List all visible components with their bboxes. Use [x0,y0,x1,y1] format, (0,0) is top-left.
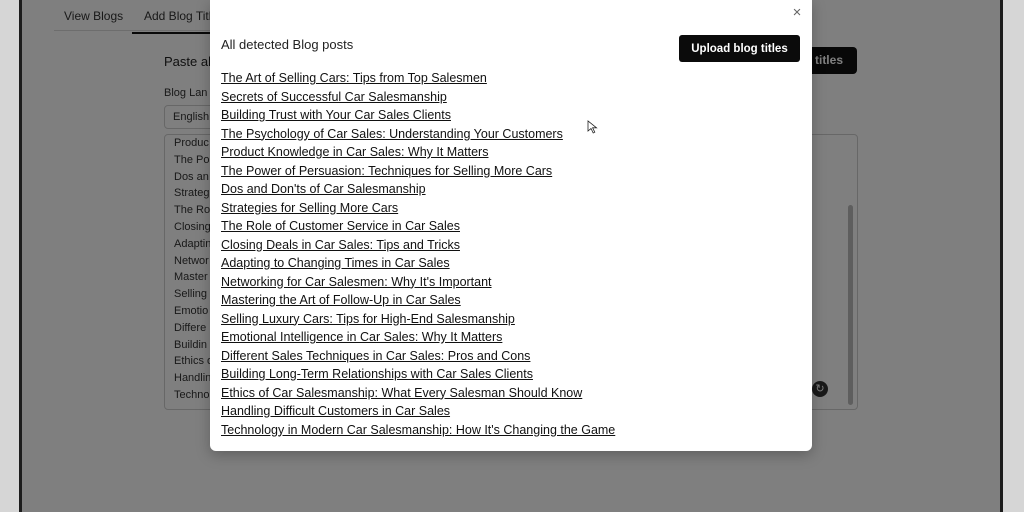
blog-post-link[interactable]: The Power of Persuasion: Techniques for Selling More Cars [221,163,553,178]
blog-post-link[interactable]: Product Knowledge in Car Sales: Why It Matters [221,145,489,159]
list-item [221,385,615,404]
list-item [221,422,615,441]
frame-right-edge [1000,0,1003,512]
blog-post-link[interactable]: Different Sales Techniques in Car Sales: Pros and Cons [221,348,531,363]
list-item [221,366,615,385]
upload-blog-titles-button[interactable]: Upload blog titles [679,35,800,62]
list-item [221,163,615,182]
blog-post-link[interactable]: Technology in Modern Car Salesmanship: How It's Changing the Game [221,422,616,437]
detected-posts-modal [210,0,812,451]
list-item [221,237,615,256]
blog-post-link[interactable]: Adapting to Changing Times in Car Sales [221,256,450,270]
list-item [221,403,615,422]
list-item [221,144,615,163]
blog-post-link[interactable]: Strategies for Selling More Cars [221,200,399,215]
blog-post-link[interactable]: Ethics of Car Salesmanship: What Every Salesman Should Know [221,385,583,400]
list-item [221,126,615,145]
blog-post-link[interactable]: Building Trust with Your Car Sales Clients [221,108,451,122]
list-item [221,200,615,219]
modal-title: All detected Blog posts [221,37,354,52]
list-item [221,181,615,200]
list-item [221,89,615,108]
detected-posts-list [221,70,615,440]
blog-post-link[interactable]: Networking for Car Salesmen: Why It's Important [221,274,492,289]
blog-post-link[interactable]: Secrets of Successful Car Salesmanship [221,89,447,104]
blog-post-link[interactable]: Emotional Intelligence in Car Sales: Why It Matters [221,330,503,344]
list-item [221,70,615,89]
list-item [221,329,615,348]
list-item [221,311,615,330]
blog-post-link[interactable]: Building Long-Term Relationships with Car Sales Clients [221,367,533,381]
list-item [221,107,615,126]
list-item [221,292,615,311]
blog-post-link[interactable]: The Art of Selling Cars: Tips from Top Salesmen [221,71,487,85]
list-item [221,348,615,367]
mouse-cursor-icon [587,120,599,134]
list-item [221,274,615,293]
blog-post-link[interactable]: Selling Luxury Cars: Tips for High-End Salesmanship [221,311,515,326]
blog-post-link[interactable]: The Psychology of Car Sales: Understanding Your Customers [221,126,563,141]
blog-post-link[interactable]: Mastering the Art of Follow-Up in Car Sales [221,293,461,307]
blog-post-link[interactable]: The Role of Customer Service in Car Sales [221,219,460,233]
close-icon[interactable]: × [792,4,802,21]
blog-post-link[interactable]: Dos and Don'ts of Car Salesmanship [221,182,426,196]
blog-post-link[interactable]: Handling Difficult Customers in Car Sales [221,404,451,418]
list-item [221,255,615,274]
blog-post-link[interactable]: Closing Deals in Car Sales: Tips and Tricks [221,237,460,252]
list-item [221,218,615,237]
